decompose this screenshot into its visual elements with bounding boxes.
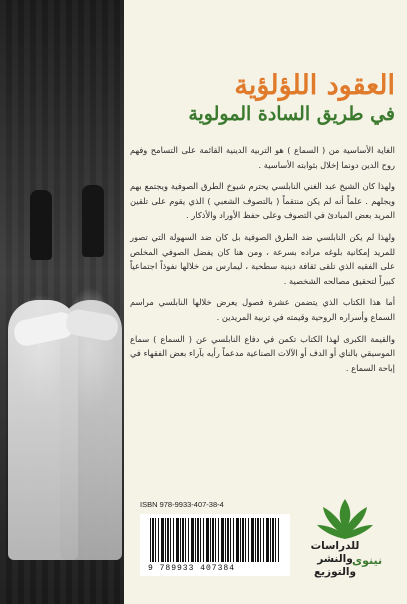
book-title: العقود اللؤلؤية <box>234 70 395 101</box>
dervishes-photo <box>0 0 124 604</box>
blurb-paragraph: الغاية الأساسية من ( السماع ) هو التربية الدينية القائمة على التسامح وفهم روح الدين دونما إخلال بثوابته الأساسية . <box>130 145 395 170</box>
barcode-bars <box>150 518 280 562</box>
blurb-text <box>130 143 395 382</box>
publisher-line: والنشر <box>317 553 353 565</box>
publisher-block <box>290 540 383 579</box>
dervish-hat-right <box>82 185 104 257</box>
blurb-paragraph: والقيمة الكبرى لهذا الكتاب تكمن في دفاع النابلسي عن ( السماع ) سماع الموسيقي بالناي أو الدف أو الآلات الصناعية مدعماً رأيه بآراء بعض الفقهاء في إباحة السماع . <box>130 333 395 373</box>
dervish-robe-right <box>60 300 122 560</box>
isbn-label: ISBN 978-9933-407-38-4 <box>140 500 224 509</box>
publisher-line: للدراسات <box>310 540 360 552</box>
ninawa-publisher-logo-icon <box>313 497 377 541</box>
publisher-brand: نينوى <box>352 554 383 567</box>
book-subtitle: في طريق السادة المولوية <box>188 103 395 125</box>
publisher-line: والتوزيع <box>313 566 357 578</box>
blurb-paragraph: ولهذا لم يكن النابلسي ضد الطرق الصوفية بل كان ضد السهولة التي تصور للمريد إمكانية بلوغه مراده بسرعة ، ومن هنا كان يفضل الصوفي المخلص على الفقيه الذي تلقى ثقافة دينية سطحية ، ليمارس من خلالها نفوذاً اجتماعياً كبيراً لتحقيق مصالحه الشخصية . <box>130 231 395 286</box>
barcode <box>140 514 290 576</box>
blurb-paragraph: ولهذا كان الشيخ عبد الغني النابلسي يحترم شيوخ الطرق الصوفية ويجتمع بهم ويجلهم . علماً أنه لم يكن منتقماً ( بالتصوف الشعبي ) الذي يقوم على تلقين المريد بعض المبادئ في التصوف وعلى حفظ الأوراد والأذكار . <box>130 181 395 221</box>
dervish-hat-left <box>30 190 52 260</box>
blurb-paragraph: أما هذا الكتاب الذي يتضمن عشرة فصول يعرض خلالها النابلسي مراسم السماع وأسراره الروحية وقيمته في تربية المريدين . <box>130 297 395 322</box>
barcode-digits: 9 789933 407384 <box>148 564 236 573</box>
